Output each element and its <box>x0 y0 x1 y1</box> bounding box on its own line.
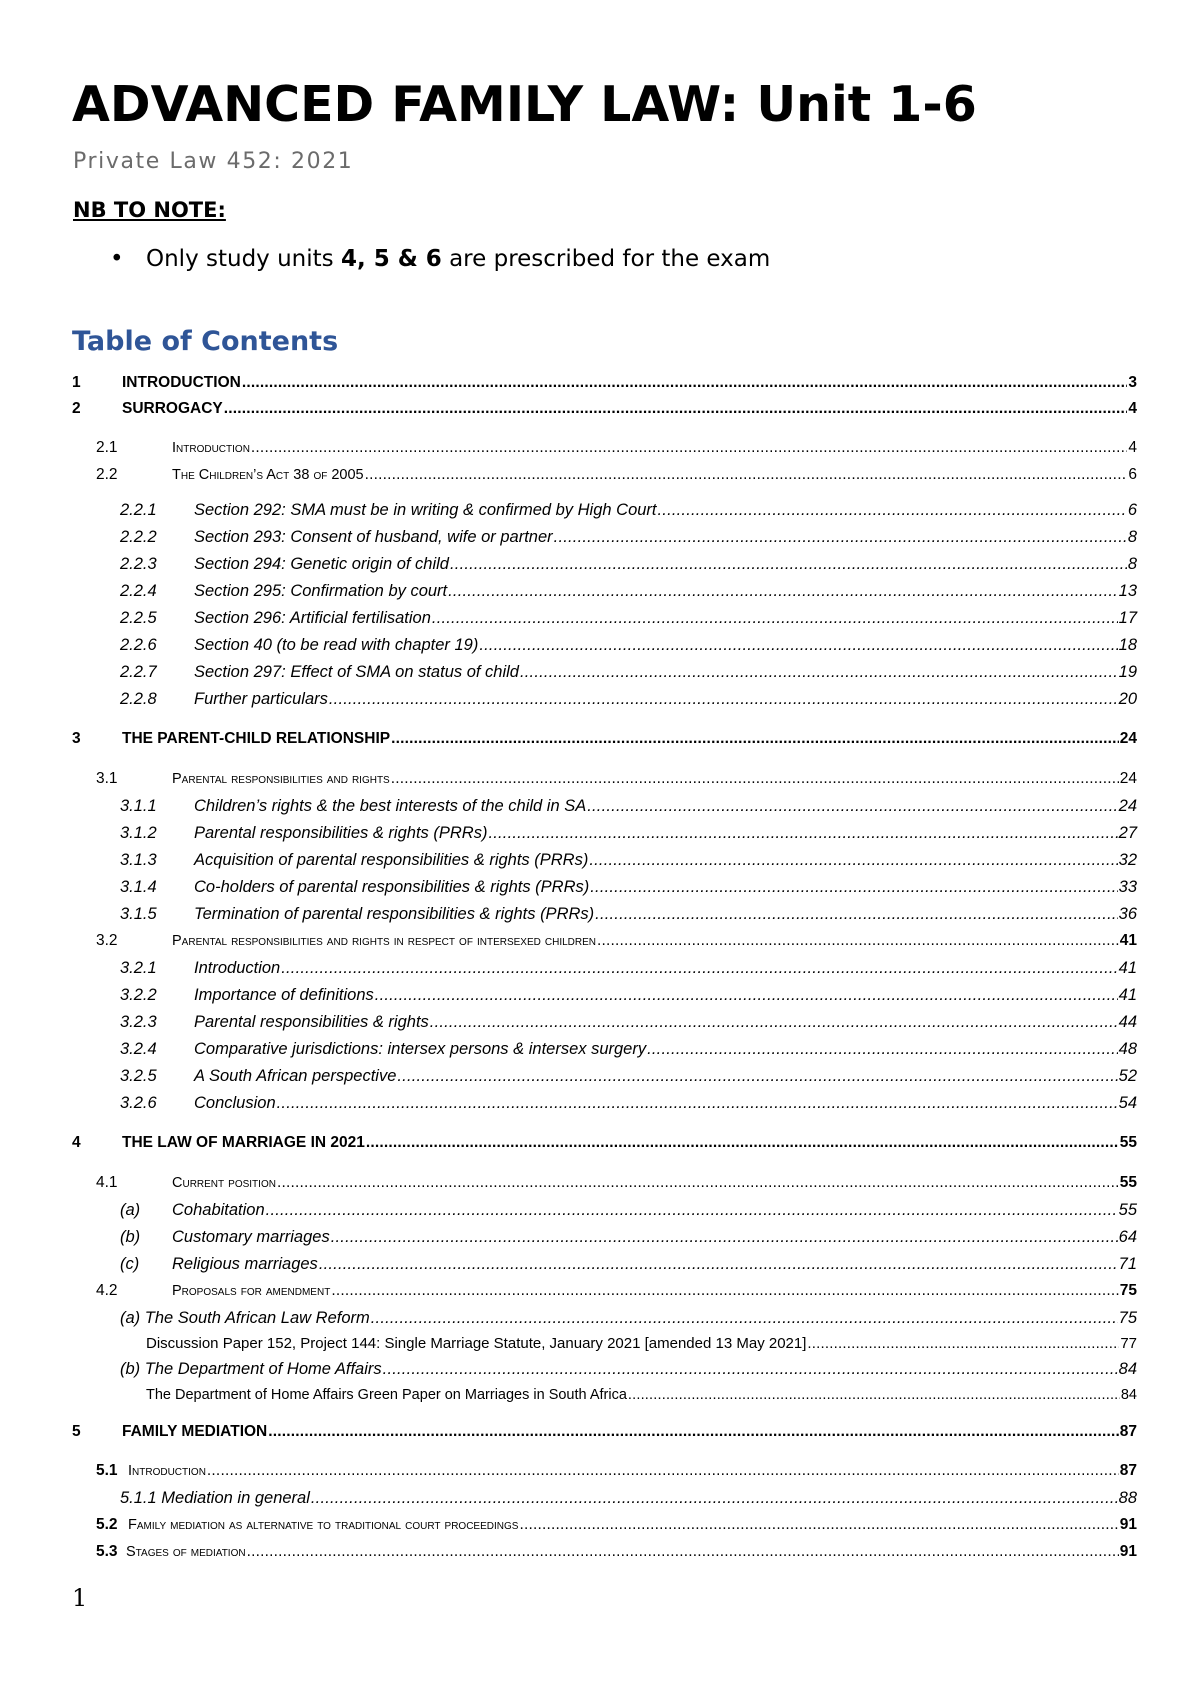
toc-entry-3-1[interactable] <box>96 768 1137 790</box>
toc-entry-number: 1 <box>72 374 81 391</box>
toc-leader-dots <box>268 1421 1118 1443</box>
toc-entry-2-2[interactable] <box>96 464 1137 486</box>
toc-entry-3-1-3[interactable] <box>120 849 1137 871</box>
note-heading: NB TO NOTE: <box>73 198 226 222</box>
toc-entry-number: 3.1.2 <box>120 824 157 842</box>
toc-entry-label: The Children’s Act 38 of 2005 <box>172 467 364 483</box>
toc-entry-number: 2.2.4 <box>120 582 157 600</box>
toc-entry-label: 5.1.1 Mediation in general <box>120 1489 310 1507</box>
toc-entry-number: 3.1 <box>96 770 118 787</box>
toc-entry-label: Comparative jurisdictions: intersex persons & intersex surgery <box>194 1040 647 1058</box>
toc-entry-label: FAMILY MEDIATION <box>122 1423 268 1440</box>
toc-entry-label: Section 294: Genetic origin of child <box>194 555 449 573</box>
toc-entry-page: 71 <box>1118 1255 1137 1273</box>
toc-entry-3-2[interactable] <box>96 930 1137 952</box>
toc-entry-2-1[interactable] <box>96 437 1137 459</box>
toc-entry-4-1-c[interactable] <box>120 1253 1137 1275</box>
toc-entry-label: Co-holders of parental responsibilities & rights (PRRs) <box>194 878 590 896</box>
toc-entry-label: Acquisition of parental responsibilities & rights (PRRs) <box>194 851 589 869</box>
toc-entry-3-2-4[interactable] <box>120 1038 1137 1060</box>
toc-entry-4-2-b[interactable] <box>120 1358 1137 1380</box>
toc-entry-number: 4 <box>72 1134 81 1151</box>
toc-entry-page: 33 <box>1118 878 1137 896</box>
toc-entry-2-2-6[interactable] <box>120 634 1137 656</box>
toc-leader-dots <box>432 607 1118 629</box>
toc-entry-3-2-2[interactable] <box>120 984 1137 1006</box>
toc-entry-number: 3.2.3 <box>120 1013 157 1031</box>
toc-entry-page: 55 <box>1119 1174 1137 1191</box>
toc-entry-page: 44 <box>1118 1013 1137 1031</box>
toc-entry-page: 24 <box>1119 730 1137 747</box>
toc-entry-4-1-a[interactable] <box>120 1199 1137 1221</box>
toc-entry-page: 8 <box>1127 555 1137 573</box>
toc-entry-page: 84 <box>1118 1360 1137 1378</box>
toc-entry-number: (a) <box>120 1201 141 1219</box>
toc-entry-label: Section 292: SMA must be in writing & confirmed by High Court <box>194 501 657 519</box>
toc-entry-number: 3.2.6 <box>120 1094 157 1112</box>
toc-entry-label: Stages of mediation <box>126 1544 246 1560</box>
toc-entry-page: 36 <box>1118 905 1137 923</box>
toc-entry-page: 13 <box>1118 582 1137 600</box>
toc-entry-4[interactable] <box>72 1132 1137 1154</box>
toc-entry-label: Section 297: Effect of SMA on status of child <box>194 663 519 681</box>
note-text-start: Only study units <box>146 246 341 272</box>
toc-entry-label: A South African perspective <box>194 1067 397 1085</box>
toc-leader-dots <box>590 876 1117 898</box>
toc-entry-page: 24 <box>1118 797 1137 815</box>
toc-entry-2-2-7[interactable] <box>120 661 1137 683</box>
toc-entry-page: 41 <box>1118 959 1137 977</box>
toc-entry-number: 2.2.2 <box>120 528 157 546</box>
toc-leader-dots <box>281 957 1117 979</box>
toc-leader-dots <box>397 1065 1117 1087</box>
toc-leader-dots <box>331 1226 1118 1248</box>
toc-entry-page: 17 <box>1118 609 1137 627</box>
toc-entry-number: 5.3 <box>96 1543 118 1560</box>
toc-entry-label: Conclusion <box>194 1094 276 1112</box>
toc-leader-dots <box>595 903 1117 925</box>
toc-entry-page: 55 <box>1119 1134 1137 1151</box>
toc-entry-number: 4.1 <box>96 1174 118 1191</box>
toc-entry-number: 2.2.6 <box>120 636 157 654</box>
toc-entry-page: 6 <box>1127 501 1137 519</box>
toc-entry-page: 4 <box>1128 439 1137 456</box>
toc-entry-number: 2.2.3 <box>120 555 157 573</box>
toc-leader-dots <box>807 1333 1119 1355</box>
toc-entry-3-2-6[interactable] <box>120 1092 1137 1114</box>
toc-entry-green-paper[interactable] <box>146 1384 1137 1406</box>
toc-leader-dots <box>519 1514 1118 1536</box>
toc-entry-3-1-2[interactable] <box>120 822 1137 844</box>
toc-entry-number: 2.2.1 <box>120 501 157 519</box>
toc-entry-page: 41 <box>1118 986 1137 1004</box>
toc-entry-label: Termination of parental responsibilities & rights (PRRs) <box>194 905 595 923</box>
toc-entry-label: Introduction <box>128 1463 206 1479</box>
toc-entry-3-1-1[interactable] <box>120 795 1137 817</box>
toc-leader-dots <box>488 822 1117 844</box>
toc-entry-number: 2 <box>72 400 81 417</box>
toc-entry-page: 19 <box>1118 663 1137 681</box>
toc-leader-dots <box>448 580 1118 602</box>
note-text-units: 4, 5 & 6 <box>340 246 442 272</box>
toc-entry-5-1[interactable] <box>96 1460 1137 1482</box>
toc-entry-4-2-a[interactable] <box>120 1307 1137 1329</box>
document-title: ADVANCED FAMILY LAW: Unit 1-6 <box>72 76 977 133</box>
toc-entry-label: THE LAW OF MARRIAGE IN 2021 <box>122 1134 365 1151</box>
toc-entry-page: 4 <box>1128 400 1137 417</box>
toc-leader-dots <box>628 1384 1120 1406</box>
toc-entry-number: 5 <box>72 1423 81 1440</box>
toc-entry-page: 91 <box>1119 1516 1137 1533</box>
toc-entry-2-2-8[interactable] <box>120 688 1137 710</box>
toc-leader-dots <box>647 1038 1118 1060</box>
toc-entry-page: 77 <box>1120 1335 1137 1352</box>
toc-entry-label: Customary marriages <box>172 1228 330 1246</box>
toc-entry-page: 75 <box>1118 1309 1137 1327</box>
toc-entry-label: SURROGACY <box>122 400 223 417</box>
toc-entry-5-2[interactable] <box>96 1514 1137 1536</box>
toc-entry-label: Introduction <box>194 959 281 977</box>
toc-entry-page: 87 <box>1119 1423 1137 1440</box>
toc-entry-page: 88 <box>1118 1489 1137 1507</box>
toc-entry-5-3[interactable] <box>96 1541 1137 1563</box>
toc-entry-page: 27 <box>1118 824 1137 842</box>
toc-entry-label: Introduction <box>172 440 250 456</box>
toc-entry-4-1-b[interactable] <box>120 1226 1137 1248</box>
toc-entry-page: 75 <box>1119 1282 1137 1299</box>
toc-entry-page: 91 <box>1119 1543 1137 1560</box>
toc-entry-label: INTRODUCTION <box>122 374 241 391</box>
toc-entry-3-2-3[interactable] <box>120 1011 1137 1033</box>
toc-entry-label: Religious marriages <box>172 1255 318 1273</box>
toc-entry-5-1-1[interactable] <box>120 1487 1137 1509</box>
toc-entry-number: 3.1.1 <box>120 797 157 815</box>
toc-leader-dots <box>430 1011 1118 1033</box>
toc-leader-dots <box>366 1132 1119 1154</box>
toc-entry-3[interactable] <box>72 728 1137 750</box>
toc-entry-label: Parental responsibilities & rights (PRRs) <box>194 824 488 842</box>
toc-entry-label: Proposals for amendment <box>172 1283 331 1299</box>
toc-entry-page: 6 <box>1128 466 1137 483</box>
toc-leader-dots <box>554 526 1127 548</box>
toc-leader-dots <box>658 499 1127 521</box>
toc-entry-5[interactable] <box>72 1421 1137 1443</box>
toc-entry-number: 2.2.5 <box>120 609 157 627</box>
toc-entry-number: 3.2.5 <box>120 1067 157 1085</box>
toc-heading: Table of Contents <box>72 326 339 357</box>
toc-leader-dots <box>391 768 1119 790</box>
toc-entry-number: 2.2.7 <box>120 663 157 681</box>
toc-leader-dots <box>311 1487 1118 1509</box>
toc-entry-number: 3.1.3 <box>120 851 157 869</box>
toc-entry-4-1[interactable] <box>96 1172 1137 1194</box>
toc-entry-label: Discussion Paper 152, Project 144: Single Marriage Statute, January 2021 [amended 13 May 2021] <box>146 1335 807 1352</box>
toc-entry-label: Section 293: Consent of husband, wife or partner <box>194 528 553 546</box>
toc-entry-number: 3.2.4 <box>120 1040 157 1058</box>
toc-entry-number: 5.1 <box>96 1462 118 1479</box>
toc-leader-dots <box>589 849 1117 871</box>
toc-entry-label: Children’s rights & the best interests of the child in SA <box>194 797 587 815</box>
toc-entry-page: 55 <box>1118 1201 1137 1219</box>
note-text-end: are prescribed for the exam <box>441 246 771 272</box>
toc-entry-number: 2.1 <box>96 439 118 456</box>
toc-entry-3-1-4[interactable] <box>120 876 1137 898</box>
toc-entry-4-2[interactable] <box>96 1280 1137 1302</box>
toc-leader-dots <box>383 1358 1118 1380</box>
toc-entry-page: 87 <box>1119 1462 1137 1479</box>
toc-entry-2-2-4[interactable] <box>120 580 1137 602</box>
toc-entry-label: Section 296: Artificial fertilisation <box>194 609 431 627</box>
toc-entry-2-2-3[interactable] <box>120 553 1137 575</box>
toc-entry-number: 2.2 <box>96 466 118 483</box>
toc-entry-page: 18 <box>1118 636 1137 654</box>
toc-leader-dots <box>319 1253 1118 1275</box>
toc-entry-label: Parental responsibilities and rights <box>172 771 390 787</box>
toc-leader-dots <box>331 1280 1118 1302</box>
toc-entry-number: 3.2 <box>96 932 118 949</box>
toc-entry-number: 3.1.5 <box>120 905 157 923</box>
toc-leader-dots <box>242 372 1128 394</box>
page-number: 1 <box>72 1584 88 1612</box>
toc-entry-page: 32 <box>1118 851 1137 869</box>
toc-leader-dots <box>597 930 1119 952</box>
toc-leader-dots <box>224 398 1128 420</box>
toc-leader-dots <box>375 984 1118 1006</box>
toc-entry-label: Parental responsibilities and rights in respect of intersexed children <box>172 933 597 949</box>
toc-leader-dots <box>251 437 1127 459</box>
toc-entry-label: Further particulars <box>194 690 328 708</box>
toc-leader-dots <box>329 688 1118 710</box>
toc-leader-dots <box>207 1460 1119 1482</box>
toc-leader-dots <box>587 795 1117 817</box>
bullet-icon: • <box>110 246 124 272</box>
toc-entry-label: Family mediation as alternative to traditional court proceedings <box>128 1517 519 1533</box>
toc-entry-label: (a) The South African Law Reform <box>120 1309 370 1327</box>
toc-entry-2-2-5[interactable] <box>120 607 1137 629</box>
toc-entry-number: 3.2.1 <box>120 959 157 977</box>
toc-leader-dots <box>520 661 1118 683</box>
toc-entry-number: 3.1.4 <box>120 878 157 896</box>
toc-entry-number: 5.2 <box>96 1516 118 1533</box>
toc-entry-page: 64 <box>1118 1228 1137 1246</box>
toc-entry-label: Section 295: Confirmation by court <box>194 582 448 600</box>
toc-leader-dots <box>479 634 1117 656</box>
toc-entry-label: THE PARENT-CHILD RELATIONSHIP <box>122 730 391 747</box>
toc-entry-2-2-1[interactable] <box>120 499 1137 521</box>
toc-entry-label: Section 40 (to be read with chapter 19) <box>194 636 479 654</box>
toc-leader-dots <box>371 1307 1118 1329</box>
toc-entry-label: (b) The Department of Home Affairs <box>120 1360 382 1378</box>
toc-entry-number: 2.2.8 <box>120 690 157 708</box>
toc-entry-2[interactable] <box>72 398 1137 420</box>
toc-entry-number: 3 <box>72 730 81 747</box>
toc-entry-1[interactable] <box>72 372 1137 394</box>
toc-leader-dots <box>365 464 1128 486</box>
toc-entry-page: 3 <box>1128 374 1137 391</box>
toc-leader-dots <box>277 1172 1119 1194</box>
toc-entry-label: Parental responsibilities & rights <box>194 1013 429 1031</box>
toc-entry-number: (c) <box>120 1255 140 1273</box>
toc-entry-page: 20 <box>1118 690 1137 708</box>
toc-entry-number: (b) <box>120 1228 141 1246</box>
toc-leader-dots <box>277 1092 1118 1114</box>
toc-entry-page: 54 <box>1118 1094 1137 1112</box>
toc-entry-page: 84 <box>1120 1387 1137 1403</box>
toc-entry-page: 48 <box>1118 1040 1137 1058</box>
toc-entry-label: The Department of Home Affairs Green Paper on Marriages in South Africa <box>146 1387 627 1403</box>
toc-entry-page: 24 <box>1119 770 1137 787</box>
toc-entry-number: 3.2.2 <box>120 986 157 1004</box>
document-subtitle: Private Law 452: 2021 <box>73 149 354 174</box>
toc-entry-3-2-1[interactable] <box>120 957 1137 979</box>
toc-entry-3-1-5[interactable] <box>120 903 1137 925</box>
toc-entry-page: 41 <box>1119 932 1137 949</box>
toc-entry-3-2-5[interactable] <box>120 1065 1137 1087</box>
toc-leader-dots <box>266 1199 1118 1221</box>
toc-leader-dots <box>247 1541 1119 1563</box>
toc-entry-2-2-2[interactable] <box>120 526 1137 548</box>
toc-entry-page: 52 <box>1118 1067 1137 1085</box>
toc-entry-page: 8 <box>1127 528 1137 546</box>
toc-leader-dots <box>450 553 1127 575</box>
toc-entry-label: Current position <box>172 1175 276 1191</box>
toc-entry-discussion-paper[interactable] <box>146 1333 1137 1355</box>
toc-leader-dots <box>391 728 1119 750</box>
toc-entry-number: 4.2 <box>96 1282 118 1299</box>
toc-entry-label: Importance of definitions <box>194 986 374 1004</box>
toc-entry-label: Cohabitation <box>172 1201 265 1219</box>
